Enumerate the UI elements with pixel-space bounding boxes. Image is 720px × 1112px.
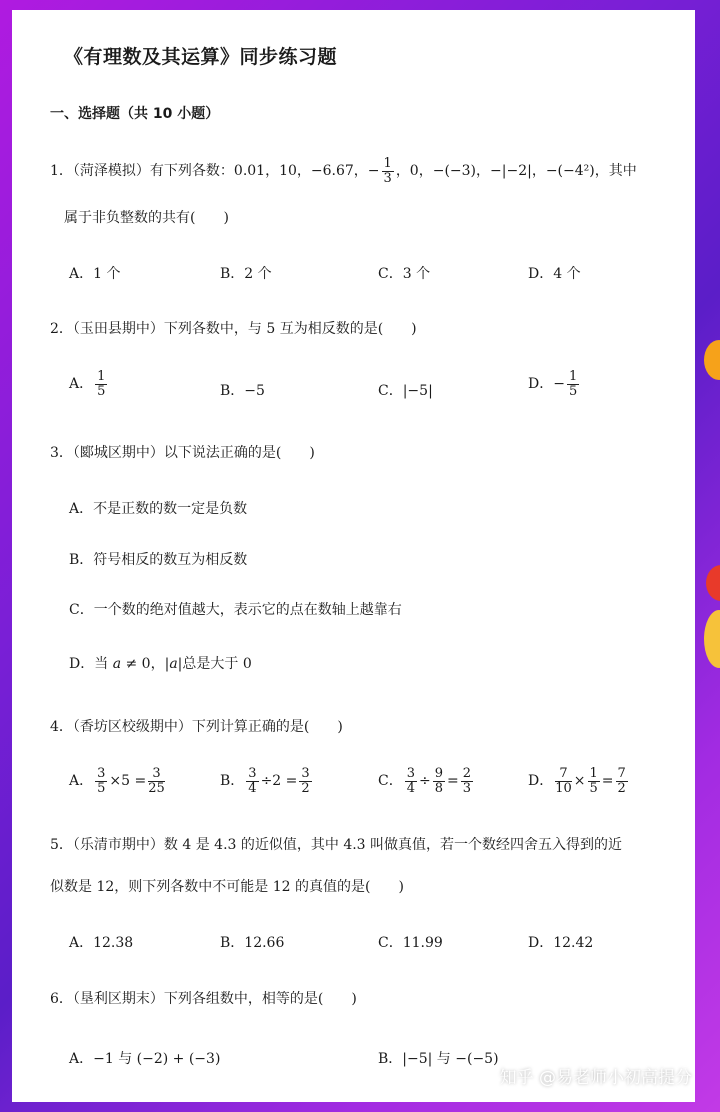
option-label: B． <box>220 773 245 790</box>
question-6-option-a[interactable]: A．−1 与 (−2) + (−3) <box>69 1051 221 1067</box>
fraction-denominator: 25 <box>148 780 165 796</box>
operator: = <box>601 773 614 790</box>
decor-circle-red <box>706 565 720 601</box>
fraction-denominator: 4 <box>248 780 257 796</box>
question-5-option-d[interactable]: D．12.42 <box>528 935 594 951</box>
question-4-option-c[interactable] <box>378 767 475 795</box>
fraction-numerator: 1 <box>383 156 392 171</box>
question-3-option-c[interactable]: C．一个数的绝对值越大，表示它的点在数轴上越靠右 <box>69 602 402 618</box>
option-label: A． <box>69 376 94 393</box>
question-2-text: 2．（玉田县期中）下列各数中，与 5 互为相反数的是( ) <box>50 321 417 337</box>
question-5-line-1: 5．（乐清市期中）数 4 是 4.3 的近似值，其中 4.3 叫做真值，若一个数经四舍五入得到的近 <box>50 837 623 853</box>
fraction <box>567 370 579 398</box>
operator: = <box>447 773 459 790</box>
question-1-line-2: 属于非负整数的共有( ) <box>64 210 229 226</box>
question-4-text: 4．（香坊区校级期中）下列计算正确的是( ) <box>50 719 343 735</box>
operator: ÷2 = <box>260 773 298 790</box>
question-1-line-1 <box>50 157 637 185</box>
fraction <box>95 767 107 795</box>
question-1-option-b[interactable]: B．2 个 <box>220 266 272 282</box>
fraction-denominator: 8 <box>434 780 444 796</box>
fraction-numerator: 3 <box>406 766 415 781</box>
option-text: |总是大于 0 <box>177 656 252 672</box>
question-1-minus: − <box>367 163 380 180</box>
question-5-option-c[interactable]: C．11.99 <box>378 935 443 951</box>
fraction-numerator: 3 <box>248 766 257 781</box>
fraction-numerator: 3 <box>148 767 165 782</box>
fraction-denominator: 3 <box>383 170 392 186</box>
option-label: A． <box>69 773 94 790</box>
question-5-option-b[interactable]: B．12.66 <box>220 935 285 951</box>
fraction-numerator: 3 <box>97 766 106 781</box>
question-5-line-2: 似数是 12，则下列各数中不可能是 12 的真值的是( ) <box>50 879 404 895</box>
variable-a: a <box>112 656 122 672</box>
fraction-numerator: 7 <box>617 766 626 781</box>
fraction <box>246 767 258 795</box>
question-4-option-b[interactable] <box>220 767 314 795</box>
question-1-option-d[interactable]: D．4 个 <box>528 266 581 282</box>
question-6-option-b[interactable]: B．|−5| 与 −(−5) <box>378 1051 499 1067</box>
fraction-numerator: 1 <box>568 369 578 384</box>
question-1-text-a: 1．（菏泽模拟）有下列各数：0.01，10，−6.67， <box>50 163 368 180</box>
question-3-option-a[interactable]: A．不是正数的数一定是负数 <box>69 501 248 517</box>
question-4-option-a[interactable] <box>69 767 167 795</box>
fraction-denominator: 10 <box>555 780 572 796</box>
fraction-numerator: 3 <box>301 766 310 781</box>
fraction-denominator: 2 <box>617 780 626 796</box>
option-label: D． <box>528 773 554 790</box>
option-label: D．− <box>528 376 565 393</box>
fraction <box>95 370 107 398</box>
question-3-option-d[interactable] <box>69 653 252 673</box>
fraction <box>588 767 600 795</box>
question-4-option-d[interactable] <box>528 767 630 795</box>
fraction-denominator: 5 <box>97 780 106 796</box>
question-2-option-a[interactable] <box>69 370 109 398</box>
question-2-option-b[interactable]: B．−5 <box>220 383 265 399</box>
fraction <box>148 767 165 795</box>
question-6-text: 6．（垦利区期末）下列各组数中，相等的是( ) <box>50 991 357 1007</box>
worksheet-page <box>12 10 695 1102</box>
operator: ÷ <box>419 773 431 790</box>
page-title: 《有理数及其运算》同步练习题 <box>64 46 338 68</box>
question-5-option-a[interactable]: A．12.38 <box>69 935 134 951</box>
fraction <box>382 157 394 185</box>
operator: ×5 = <box>109 773 147 790</box>
question-1-option-a[interactable]: A．1 个 <box>69 266 121 282</box>
fraction <box>433 767 445 795</box>
decor-circle-yellow <box>704 610 720 668</box>
question-2-option-c[interactable]: C．|−5| <box>378 383 433 399</box>
fraction-denominator: 4 <box>406 780 415 796</box>
fraction <box>299 767 311 795</box>
operator: × <box>573 773 586 790</box>
question-3-text: 3．（郾城区期中）以下说法正确的是( ) <box>50 445 315 461</box>
fraction-numerator: 1 <box>97 369 106 384</box>
watermark-text: 知乎 @易老师小初高提分 <box>499 1068 692 1088</box>
fraction-numerator: 2 <box>462 766 472 781</box>
question-2-option-d[interactable] <box>528 370 581 398</box>
question-1-option-c[interactable]: C．3 个 <box>378 266 431 282</box>
option-text: D．当 <box>69 656 113 672</box>
fraction-numerator: 9 <box>434 766 444 781</box>
fraction <box>461 767 473 795</box>
option-text: ≠ 0，| <box>121 656 170 672</box>
option-label: C． <box>378 773 403 790</box>
question-1-text-b: ，0，−(−3)，−|−2|，−(−4²)，其中 <box>395 163 637 180</box>
fraction-denominator: 2 <box>301 780 310 796</box>
fraction-denominator: 5 <box>568 383 578 399</box>
fraction-denominator: 5 <box>589 780 598 796</box>
decor-circle-orange <box>704 340 720 380</box>
section-heading: 一、选择题（共 10 小题） <box>50 106 220 122</box>
variable-a: a <box>169 656 178 672</box>
question-3-option-b[interactable]: B．符号相反的数互为相反数 <box>69 552 248 568</box>
fraction-denominator: 5 <box>97 383 106 399</box>
fraction <box>555 767 572 795</box>
fraction-denominator: 3 <box>462 780 472 796</box>
fraction <box>616 767 628 795</box>
fraction-numerator: 7 <box>555 767 572 782</box>
fraction <box>405 767 417 795</box>
fraction-numerator: 1 <box>589 766 598 781</box>
